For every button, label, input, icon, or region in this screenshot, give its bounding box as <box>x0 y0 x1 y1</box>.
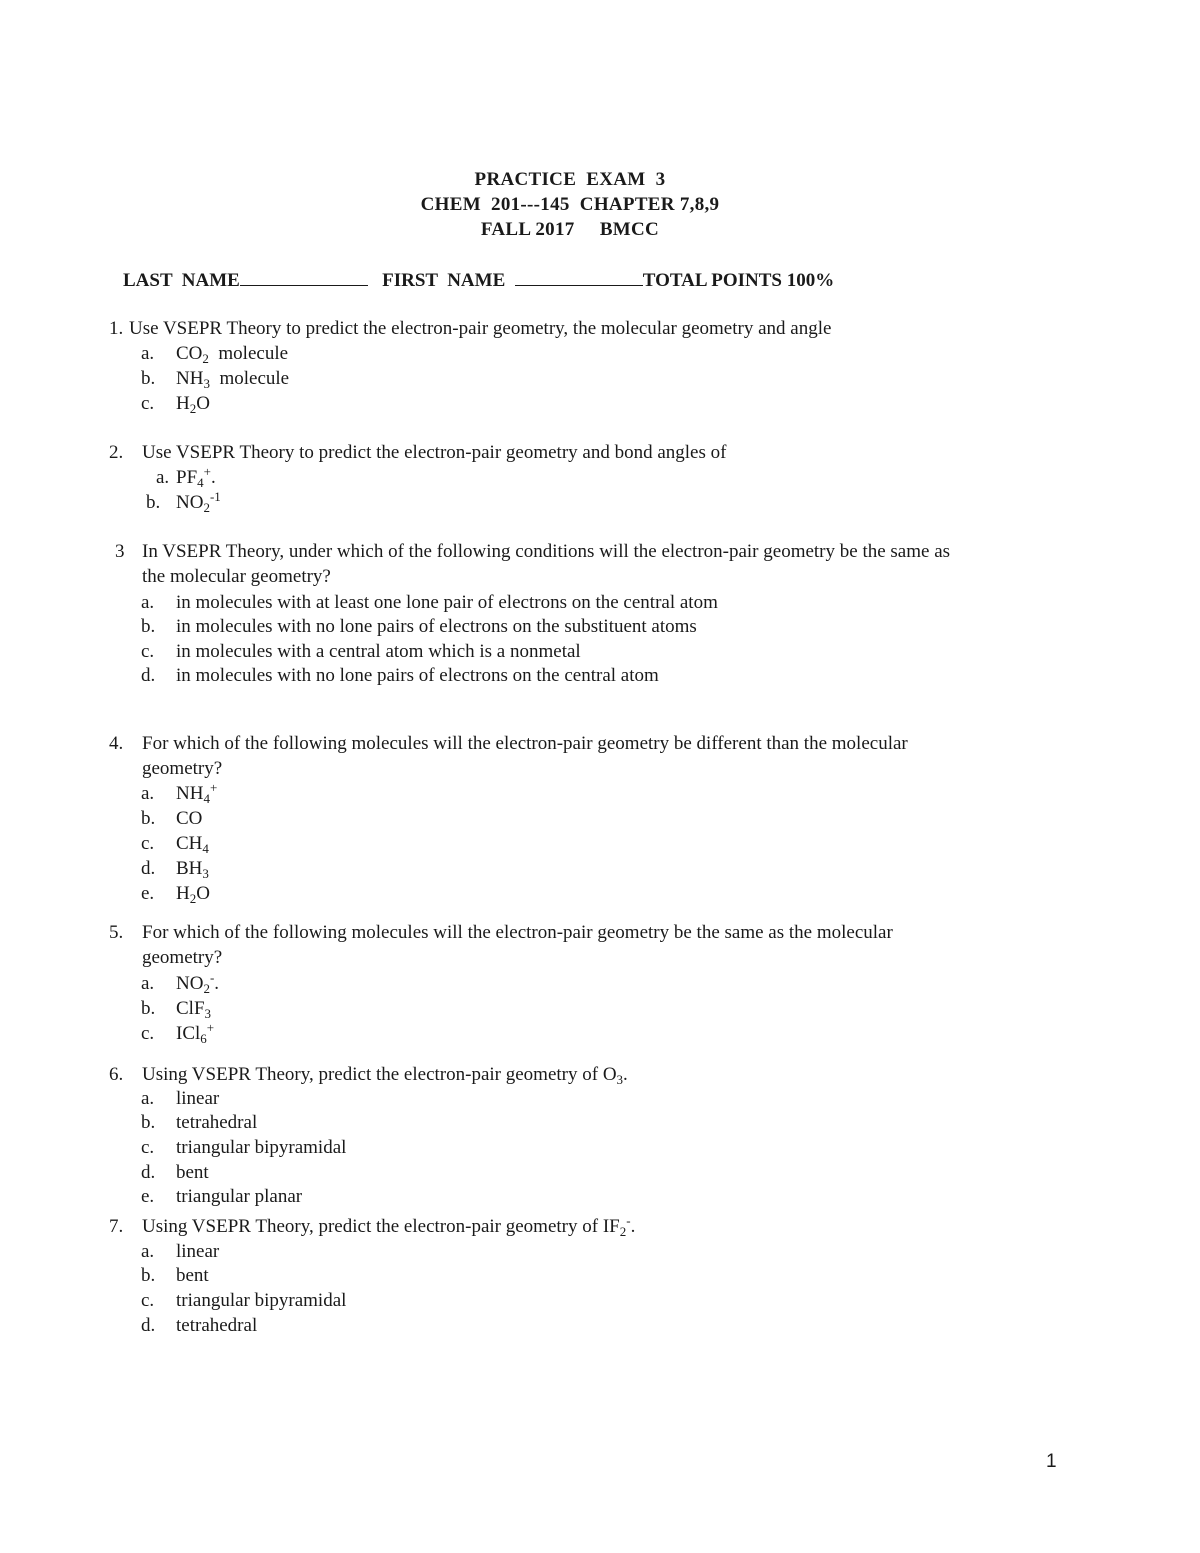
question-number: 6. <box>109 1064 124 1085</box>
question-text: Using VSEPR Theory, predict the electron-pair geometry of $IF_2^-$. <box>142 1213 636 1239</box>
question-number: 7. <box>109 1216 124 1237</box>
question-text-cont: geometry? <box>142 758 223 779</box>
question-number: 3 <box>115 541 125 562</box>
total-points-label: TOTAL POINTS 100% <box>642 270 835 291</box>
question-number: 2. <box>109 442 124 463</box>
course-line: CHEM 201---145 CHAPTER 7,8,9 <box>420 194 720 215</box>
question-text: Use VSEPR Theory to predict the electron-pair geometry and bond angles of <box>142 442 727 463</box>
last-name-blank[interactable] <box>240 267 368 286</box>
question-text-cont: geometry? <box>142 947 223 968</box>
page-number: 1 <box>1046 1451 1057 1472</box>
question-text: For which of the following molecules will the electron-pair geometry be the same as the molecular <box>142 922 893 943</box>
first-name-blank[interactable] <box>515 267 643 286</box>
question-number: 1. <box>109 318 124 339</box>
question-text-cont: the molecular geometry? <box>142 566 331 587</box>
name-line <box>123 267 834 292</box>
question-text: For which of the following molecules will the electron-pair geometry be different than the molecular <box>142 733 908 754</box>
question-text: Using VSEPR Theory, predict the electron-pair geometry of $O_3$. <box>142 1064 628 1087</box>
first-name-label: FIRST NAME <box>382 270 506 291</box>
exam-title: PRACTICE EXAM 3 <box>474 169 666 190</box>
question-text: In VSEPR Theory, under which of the following conditions will the electron-pair geometry be the same as <box>142 541 951 562</box>
term-line: FALL 2017 BMCC <box>480 219 660 240</box>
question-number: 5. <box>109 922 124 943</box>
question-number: 4. <box>109 733 124 754</box>
last-name-label: LAST NAME <box>123 270 240 291</box>
exam-page: PRACTICE EXAM 3 CHEM 201---145 CHAPTER 7,8,9 FALL 2017 BMCC LAST NAME FIRST NAME TOTAL POINTS 100% 1. Use VSEPR Theory to predict the electron-pair geometry, the molecular geometry and angle a. $CO_2$ molecule b. $NH_3$ molecule c. $H_2O$ 2. Use VSEPR Theory to predict the electron-pair geometry and bond angles of a. $PF_4^+$. b. $NO_2^{-1}$ 3 In VSEPR Theory, under which of the following conditions will the electron-pair geometry be the same as the molecular geometry? a. in molecules with at least one lone pair of electrons on the central atom b. in molecules with no lone pairs of electrons on the substituent atoms c. in molecules with a central atom which is a nonmetal d. in molecules with no lone pairs of electrons on the central atom 4. For which of the following molecules will the electron-pair geometry be different than the molecular geometry? a. $NH_4^+$ b. CO c. $CH_4$ d. $BH_3$ e. $H_2O$ 5. For which of the following molecules will the electron-pair geometry be the same as the molecular geometry? a. $NO_2^-$. b. ClF$_3$ c. ICl$_6$+ 6. Using VSEPR Theory, predict the electron-pair geometry of $O_3$. a. linear b. tetrahedral c. triangular bipyramidal d. bent e. triangular planar 7. Using VSEPR Theory, predict the electron-pair geometry of $IF_2^-$. a. linear b. bent c. triangular bipyramidal d. tetrahedral 1 <box>0 0 1200 1553</box>
question-text: Use VSEPR Theory to predict the electron-pair geometry, the molecular geometry and angle <box>129 318 832 339</box>
